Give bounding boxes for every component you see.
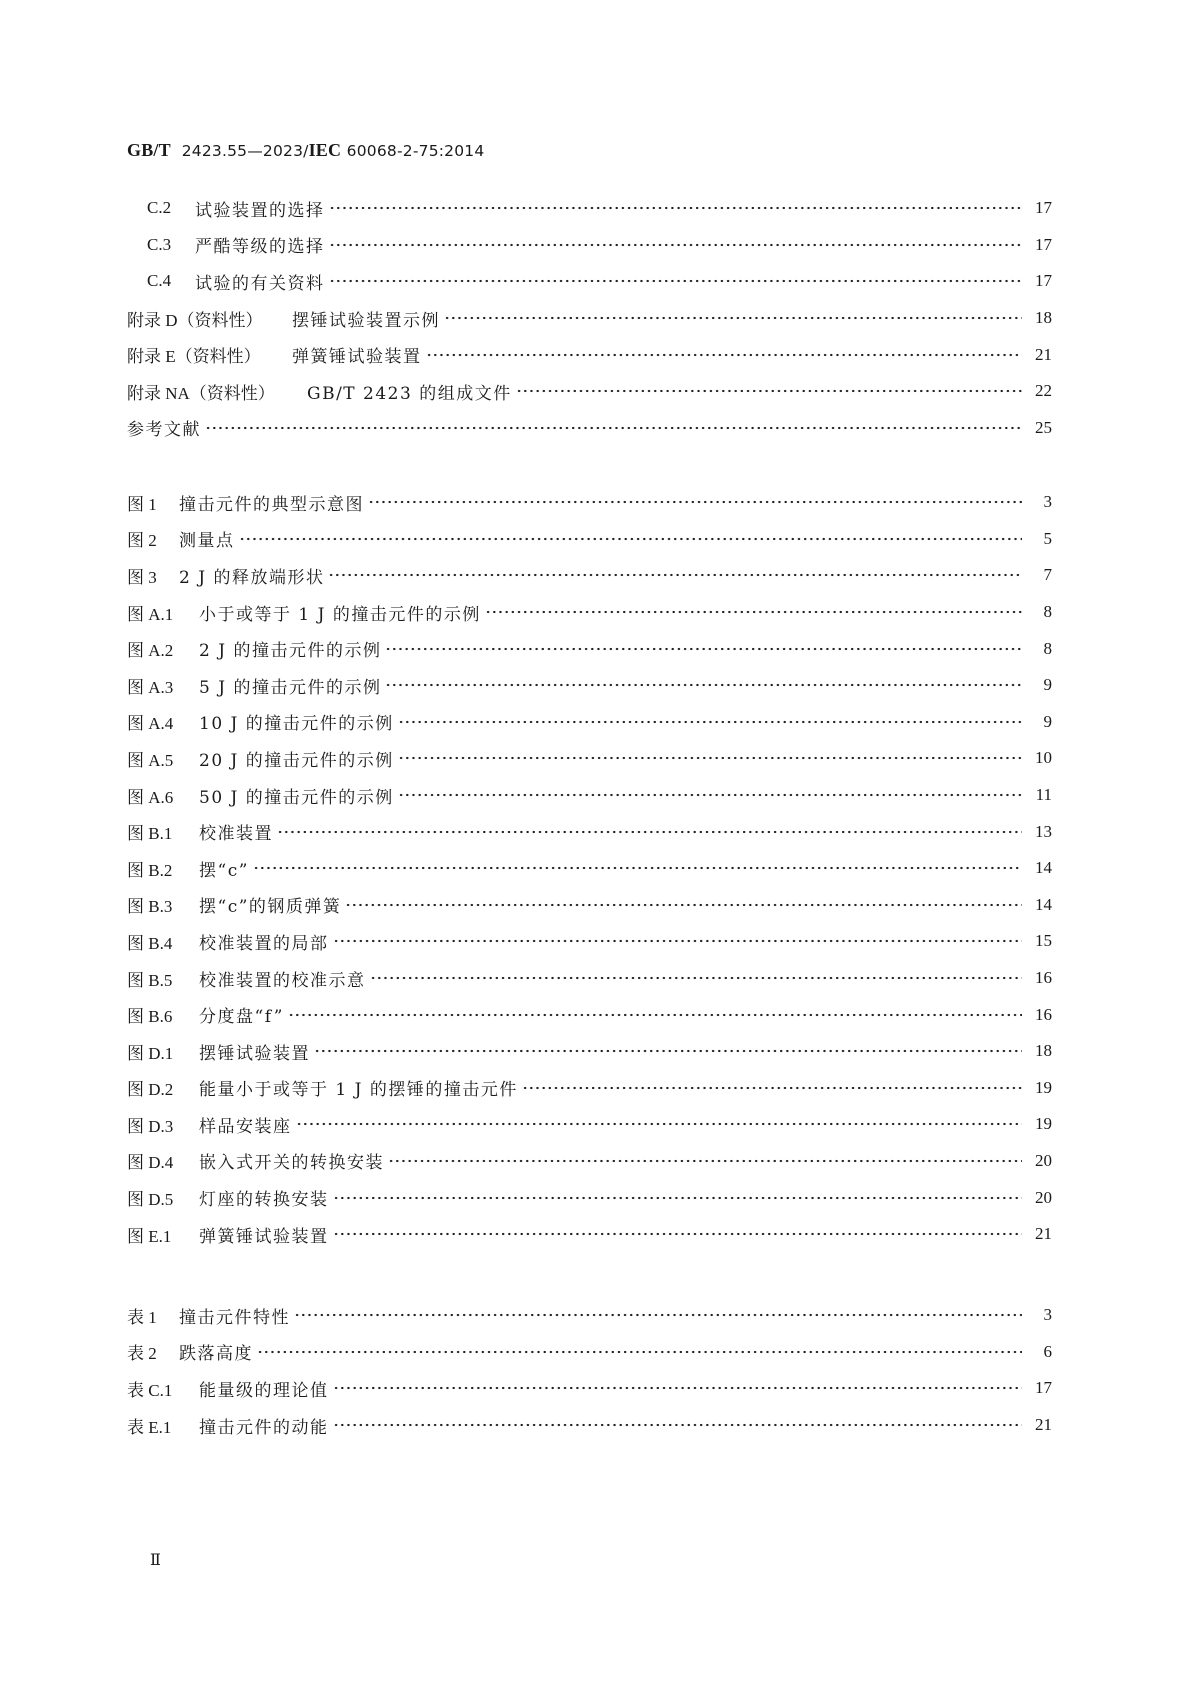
toc-entry-page: 5 (1043, 528, 1052, 548)
dot-leader (426, 348, 1023, 362)
toc-entry-page: 8 (1043, 602, 1052, 622)
toc-figure-entry[interactable] (127, 1143, 1052, 1180)
toc-entry-title: 跌落高度 (179, 1344, 253, 1365)
dot-leader (333, 1418, 1023, 1432)
dot-leader (253, 861, 1022, 875)
toc-figure-entry[interactable] (127, 923, 1052, 960)
toc-entry-title: 能量小于或等于 1 J 的摆锤的撞击元件 (199, 1080, 518, 1101)
dot-leader (205, 421, 1022, 435)
iec-number: 60068-2-75:2014 (346, 142, 485, 160)
dot-leader (329, 238, 1023, 252)
toc-entry-page: 3 (1043, 1305, 1052, 1325)
toc-entry-number: C.2 (147, 198, 172, 218)
toc-entry-title: 灯座的转换安装 (199, 1190, 329, 1211)
toc-annex-entry[interactable] (127, 336, 1052, 373)
toc-entry-number: 图 2 (127, 531, 157, 551)
toc-entry-title: 分度盘“f” (199, 1007, 284, 1028)
toc-entry-page: 22 (1035, 381, 1052, 401)
toc-entry-title: 样品安装座 (199, 1116, 292, 1137)
toc-figure-entry[interactable] (127, 740, 1052, 777)
toc-entry-title: 严酷等级的选择 (195, 237, 325, 258)
dot-leader (485, 605, 1022, 619)
dot-leader (333, 1381, 1023, 1395)
dot-leader (370, 971, 1023, 985)
toc-figure-entry[interactable] (127, 850, 1052, 887)
toc-entry-number: 图 D.3 (127, 1116, 174, 1136)
toc-figure-entry[interactable] (127, 813, 1052, 850)
toc-entry-number: 表 2 (127, 1344, 157, 1364)
page-number: Ⅱ (150, 1552, 161, 1569)
toc-entry-title: 20 J 的撞击元件的示例 (199, 750, 394, 771)
toc-entry-title: 嵌入式开关的转换安装 (199, 1153, 384, 1174)
toc-figure-entry[interactable] (127, 887, 1052, 924)
toc-figure-entry[interactable] (127, 1179, 1052, 1216)
toc-entry-page: 20 (1035, 1187, 1052, 1207)
toc-entry-page: 3 (1043, 492, 1052, 512)
dot-leader (345, 898, 1022, 912)
toc-table-entry[interactable] (127, 1297, 1052, 1334)
toc-entry-page: 19 (1035, 1077, 1052, 1097)
toc-entry-number: 表 E.1 (127, 1417, 172, 1437)
toc-tables-list (127, 1297, 1052, 1443)
toc-entry-number: 图 A.4 (127, 714, 174, 734)
toc-entry-number: 图 3 (127, 567, 157, 587)
toc-table-entry[interactable] (127, 1407, 1052, 1444)
toc-entry-page: 17 (1035, 198, 1052, 218)
dot-leader (328, 568, 1022, 582)
toc-entry-page: 11 (1035, 785, 1052, 805)
toc-table-entry[interactable] (127, 1370, 1052, 1407)
dot-leader (329, 201, 1023, 215)
toc-entry-number: 图 D.1 (127, 1043, 174, 1063)
toc-entry-number: 附录 NA（资料性） (127, 383, 275, 403)
toc-figure-entry[interactable] (127, 594, 1052, 631)
toc-entry-page: 14 (1035, 858, 1052, 878)
toc-annex-entry[interactable] (127, 190, 1052, 227)
toc-entry-number: 图 B.6 (127, 1007, 173, 1027)
toc-entry-title: 摆锤试验装置示例 (292, 310, 440, 331)
toc-entry-number: 图 A.5 (127, 750, 174, 770)
toc-entry-title: 测量点 (179, 531, 235, 552)
dot-leader (329, 274, 1023, 288)
toc-figure-entry[interactable] (127, 557, 1052, 594)
toc-entry-page: 6 (1043, 1341, 1052, 1361)
toc-entry-page: 18 (1035, 308, 1052, 328)
toc-entry-number: 图 B.2 (127, 860, 173, 880)
toc-annex-entry[interactable] (127, 373, 1052, 410)
toc-entry-title: 2 J 的释放端形状 (179, 567, 325, 588)
toc-entry-page: 18 (1035, 1041, 1052, 1061)
toc-entry-page: 21 (1035, 344, 1052, 364)
toc-entry-title: 撞击元件的典型示意图 (179, 494, 364, 515)
toc-entry-page: 20 (1035, 1150, 1052, 1170)
toc-entry-number: 附录 E（资料性） (127, 347, 261, 367)
toc-entry-title: 撞击元件特性 (179, 1307, 290, 1328)
toc-entry-title: GB/T 2423 的组成文件 (307, 383, 512, 404)
toc-entry-page: 25 (1035, 417, 1052, 437)
toc-entry-title: 试验的有关资料 (195, 273, 325, 294)
dot-leader (368, 495, 1022, 509)
toc-entry-number: 图 A.3 (127, 677, 174, 697)
toc-entry-title: 参考文献 (127, 420, 201, 441)
toc-annex-entry[interactable] (127, 300, 1052, 337)
toc-entry-title: 撞击元件的动能 (199, 1417, 329, 1438)
dot-leader (398, 715, 1022, 729)
toc-figure-entry[interactable] (127, 630, 1052, 667)
dot-leader (398, 751, 1022, 765)
toc-entry-number: 图 D.5 (127, 1190, 174, 1210)
toc-entry-number: 图 A.6 (127, 787, 174, 807)
toc-entry-number: 图 B.5 (127, 970, 173, 990)
toc-entry-title: 摆“c” (199, 860, 249, 881)
toc-figure-entry[interactable] (127, 1033, 1052, 1070)
dot-leader (296, 1117, 1023, 1131)
toc-entry-page: 7 (1043, 565, 1052, 585)
toc-annex-entry[interactable] (127, 410, 1052, 447)
standard-prefix: GB/T (127, 140, 171, 160)
toc-entry-page: 16 (1035, 968, 1052, 988)
toc-figure-entry[interactable] (127, 521, 1052, 558)
toc-entry-page: 17 (1035, 234, 1052, 254)
toc-entry-number: 表 C.1 (127, 1380, 173, 1400)
dot-leader (398, 788, 1022, 802)
dot-leader (333, 1191, 1023, 1205)
toc-figure-entry[interactable] (127, 667, 1052, 704)
toc-annex-entry[interactable] (127, 227, 1052, 264)
document-header (127, 140, 484, 161)
dot-leader (385, 678, 1022, 692)
toc-entry-number: 附录 D（资料性） (127, 310, 263, 330)
dot-leader (385, 642, 1022, 656)
toc-annex-list (127, 190, 1052, 446)
toc-entry-number: 图 E.1 (127, 1226, 172, 1246)
toc-entry-title: 校准装置的局部 (199, 933, 329, 954)
toc-entry-page: 9 (1043, 711, 1052, 731)
toc-table-entry[interactable] (127, 1334, 1052, 1371)
toc-entry-number: 图 D.2 (127, 1080, 174, 1100)
dot-leader (314, 1044, 1022, 1058)
toc-entry-number: 图 B.1 (127, 824, 173, 844)
toc-entry-page: 8 (1043, 638, 1052, 658)
toc-figure-entry[interactable] (127, 1106, 1052, 1143)
dot-leader (444, 311, 1022, 325)
toc-entry-title: 校准装置的校准示意 (199, 970, 366, 991)
toc-figure-entry[interactable] (127, 704, 1052, 741)
toc-entry-title: 校准装置 (199, 824, 273, 845)
iec-prefix: IEC (308, 140, 342, 160)
toc-entry-page: 17 (1035, 271, 1052, 291)
toc-entry-title: 小于或等于 1 J 的撞击元件的示例 (199, 604, 481, 625)
standard-number: 2423.55—2023/ (181, 142, 309, 160)
toc-figure-entry[interactable] (127, 1216, 1052, 1253)
toc-figure-entry[interactable] (127, 996, 1052, 1033)
toc-entry-page: 16 (1035, 1004, 1052, 1024)
toc-entry-number: 表 1 (127, 1307, 157, 1327)
toc-entry-number: C.3 (147, 234, 172, 254)
toc-entry-number: 图 B.3 (127, 897, 173, 917)
dot-leader (333, 934, 1023, 948)
toc-figures-list (127, 484, 1052, 1252)
toc-entry-number: 图 B.4 (127, 933, 173, 953)
toc-entry-number: 图 A.2 (127, 641, 174, 661)
toc-entry-title: 弹簧锤试验装置 (292, 347, 422, 368)
toc-entry-title: 摆锤试验装置 (199, 1043, 310, 1064)
dot-leader (294, 1308, 1022, 1322)
toc-entry-page: 21 (1035, 1224, 1052, 1244)
dot-leader (333, 1227, 1023, 1241)
toc-entry-title: 试验装置的选择 (195, 200, 325, 221)
toc-figure-entry[interactable] (127, 777, 1052, 814)
toc-entry-title: 弹簧锤试验装置 (199, 1226, 329, 1247)
dot-leader (388, 1154, 1022, 1168)
toc-annex-entry[interactable] (127, 263, 1052, 300)
toc-entry-number: 图 1 (127, 494, 157, 514)
toc-entry-title: 10 J 的撞击元件的示例 (199, 714, 394, 735)
dot-leader (277, 825, 1022, 839)
toc-entry-page: 13 (1035, 821, 1052, 841)
dot-leader (257, 1345, 1022, 1359)
toc-entry-page: 9 (1043, 675, 1052, 695)
toc-figure-entry[interactable] (127, 484, 1052, 521)
toc-entry-title: 2 J 的撞击元件的示例 (199, 641, 382, 662)
toc-figure-entry[interactable] (127, 1070, 1052, 1107)
toc-entry-page: 15 (1035, 931, 1052, 951)
toc-entry-page: 10 (1035, 748, 1052, 768)
toc-entry-number: 图 D.4 (127, 1153, 174, 1173)
toc-entry-number: 图 A.1 (127, 604, 174, 624)
toc-entry-page: 19 (1035, 1114, 1052, 1134)
toc-entry-page: 21 (1035, 1415, 1052, 1435)
dot-leader (522, 1081, 1022, 1095)
toc-entry-title: 50 J 的撞击元件的示例 (199, 787, 394, 808)
dot-leader (516, 384, 1022, 398)
toc-entry-title: 摆“c”的钢质弹簧 (199, 897, 342, 918)
toc-entry-page: 14 (1035, 894, 1052, 914)
dot-leader (288, 1008, 1022, 1022)
toc-entry-title: 能量级的理论值 (199, 1380, 329, 1401)
toc-entry-page: 17 (1035, 1378, 1052, 1398)
dot-leader (239, 532, 1023, 546)
toc-entry-number: C.4 (147, 271, 172, 291)
toc-entry-title: 5 J 的撞击元件的示例 (199, 677, 382, 698)
toc-figure-entry[interactable] (127, 960, 1052, 997)
